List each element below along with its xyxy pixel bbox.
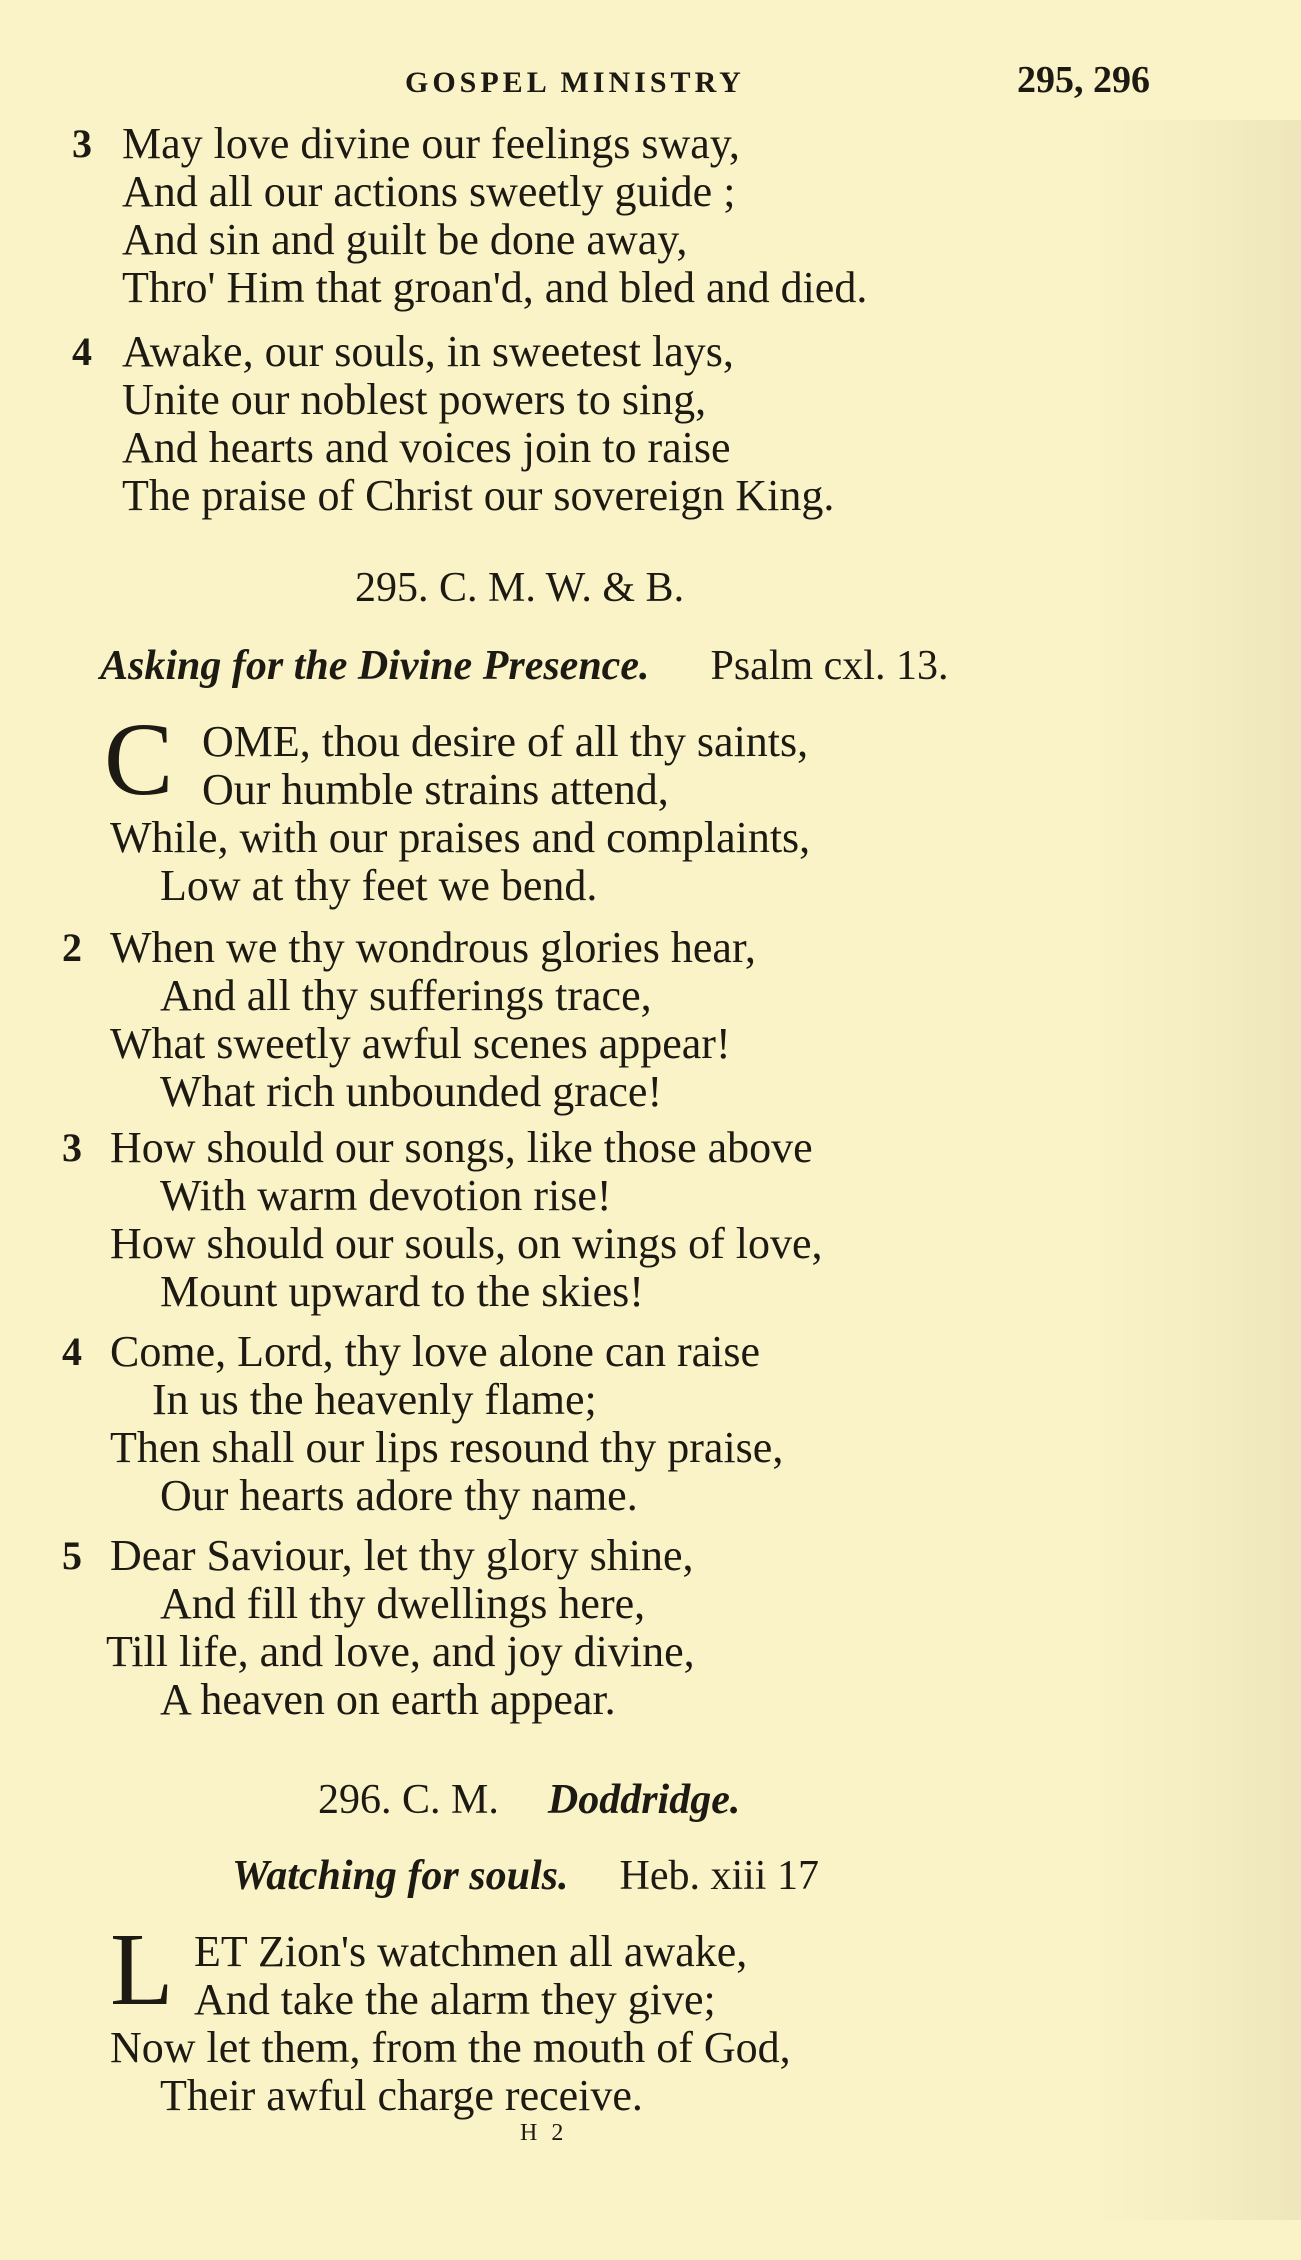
bleed-through-shading [1090, 120, 1301, 2220]
scripture-reference: Heb. xiii 17 [619, 1853, 819, 1899]
drop-cap: L [110, 1912, 174, 2027]
verse-number: 4 [62, 1329, 82, 1374]
hymn-subtitle-title: Asking for the Divine Presence. [100, 643, 650, 689]
verse-line: Now let them, from the mouth of God, [110, 2023, 791, 2072]
verse-line: And fill thy dwellings here, [160, 1579, 646, 1628]
running-header-page-numbers: 295, 296 [1017, 59, 1150, 101]
verse-line: A heaven on earth appear. [160, 1675, 616, 1724]
verse-line: The praise of Christ our sovereign King. [122, 471, 835, 520]
printer-signature: H 2 [520, 2120, 568, 2146]
verse-line: And all thy sufferings trace, [160, 971, 652, 1020]
verse-line: And sin and guilt be done away, [122, 215, 688, 264]
verse-number: 2 [62, 925, 82, 970]
verse-line: Then shall our lips resound thy praise, [110, 1423, 784, 1472]
verse-line: And take the alarm they give; [194, 1975, 716, 2024]
hymn-author: Doddridge. [547, 1777, 741, 1823]
verse-line: Unite our noblest powers to sing, [122, 375, 707, 424]
verse-line: OME, thou desire of all thy saints, [202, 717, 809, 766]
verse-line: With warm devotion rise! [160, 1171, 612, 1220]
verse-line: Till life, and love, and joy divine, [106, 1627, 695, 1676]
verse-line: Mount upward to the skies! [160, 1267, 644, 1316]
scripture-reference: Psalm cxl. 13. [710, 643, 949, 689]
verse-number: 5 [62, 1533, 82, 1578]
hymn-number-meter: 296. C. M. [318, 1777, 499, 1823]
verse-line: While, with our praises and complaints, [110, 813, 811, 862]
running-header-title: GOSPEL MINISTRY [405, 66, 745, 99]
verse-line: What sweetly awful scenes appear! [110, 1019, 731, 1068]
verse-line: Low at thy feet we bend. [160, 861, 598, 910]
verse-line: Our hearts adore thy name. [160, 1471, 638, 1520]
verse-line: In us the heavenly flame; [152, 1375, 597, 1424]
verse-line: And hearts and voices join to raise [122, 423, 731, 472]
hymn-heading: 295. C. M. W. & B. [355, 565, 685, 611]
hymn-subtitle [100, 642, 948, 690]
verse-number: 3 [62, 1125, 82, 1170]
verse-line: Awake, our souls, in sweetest lays, [122, 327, 734, 376]
verse-line: Thro' Him that groan'd, and bled and died. [122, 263, 868, 312]
verse-line: Their awful charge receive. [160, 2071, 643, 2120]
verse-line: And all our actions sweetly guide ; [122, 167, 736, 216]
verse-number: 4 [72, 329, 92, 374]
hymn-subtitle [232, 1852, 819, 1900]
hymn-heading [318, 1776, 740, 1824]
hymn-subtitle-title: Watching for souls. [232, 1853, 569, 1899]
verse-line: ET Zion's watchmen all awake, [194, 1927, 748, 1976]
verse-line: When we thy wondrous glories hear, [110, 923, 756, 972]
verse-number: 3 [72, 121, 92, 166]
verse-line: Come, Lord, thy love alone can raise [110, 1327, 761, 1376]
verse-line: How should our songs, like those above [110, 1123, 813, 1172]
verse-line: How should our souls, on wings of love, [110, 1219, 823, 1268]
verse-line: What rich unbounded grace! [160, 1067, 663, 1116]
drop-cap: C [104, 702, 174, 817]
verse-line: May love divine our feelings sway, [122, 119, 740, 168]
verse-line: Dear Saviour, let thy glory shine, [110, 1531, 694, 1580]
verse-line: Our humble strains attend, [202, 765, 669, 814]
